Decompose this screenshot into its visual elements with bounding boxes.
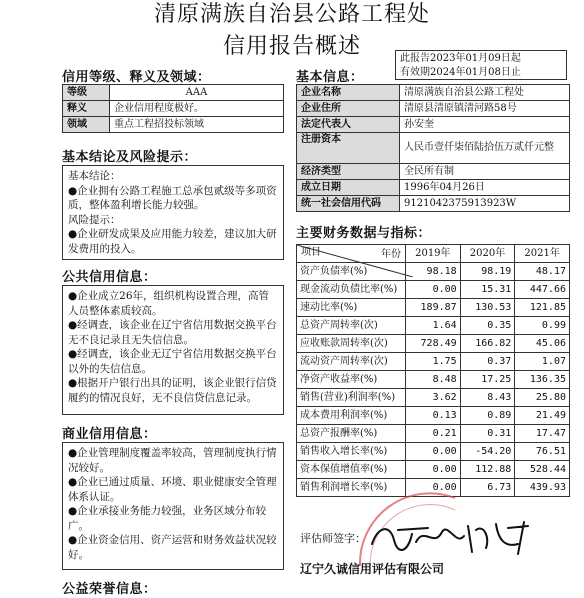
financial-value: 439.93 <box>515 479 570 497</box>
financial-row <box>297 425 570 443</box>
basic-info-value: 全民所有制 <box>400 164 570 180</box>
basic-info-table <box>296 84 570 212</box>
financial-metric-name: 流动资产周转率(次) <box>297 353 406 371</box>
basic-info-value: 孙安奎 <box>400 117 570 133</box>
rating-label: 等级 <box>63 85 110 101</box>
financial-row <box>297 299 570 317</box>
financial-value: 130.53 <box>460 299 515 317</box>
financial-value: -54.20 <box>460 443 515 461</box>
financial-metric-name: 总资产报酬率(%) <box>297 425 406 443</box>
business-credit-box <box>62 442 284 570</box>
basic-info-label: 企业名称 <box>297 85 400 101</box>
report-title-line1: 清原满族自治县公路工程处 <box>153 2 430 27</box>
year-header: 2019年 <box>406 245 461 263</box>
public-credit-box <box>62 285 284 415</box>
financial-value: 0.00 <box>406 281 461 299</box>
basic-info-label: 经济类型 <box>297 164 400 180</box>
basic-info-row <box>297 164 570 180</box>
financial-row <box>297 389 570 407</box>
financial-metric-name: 销售利润增长率(%) <box>297 479 406 497</box>
basic-info-row <box>297 180 570 196</box>
financial-metric-name: 总资产周转率(次) <box>297 317 406 335</box>
basic-info-label: 法定代表人 <box>297 117 400 133</box>
basic-info-label: 成立日期 <box>297 180 400 196</box>
rating-table <box>62 84 284 133</box>
business-credit-item: ●企业已通过质量、环境、职业健康安全管理体系认证。 <box>68 476 277 503</box>
year-header: 2020年 <box>460 245 515 263</box>
financial-value: 0.31 <box>460 425 515 443</box>
financial-value: 15.31 <box>460 281 515 299</box>
rating-row-grade <box>63 85 284 101</box>
financial-metric-name: 净资产收益率(%) <box>297 371 406 389</box>
report-title-line2: 信用报告概述 <box>222 34 361 59</box>
financial-value: 25.80 <box>515 389 570 407</box>
conclusion-line: ●企业研发成果及应用能力较差，建议加大研发费用的投入。 <box>68 228 277 255</box>
basic-info-value: 1996年04月26日 <box>400 180 570 196</box>
financial-value: 1.07 <box>515 353 570 371</box>
financial-value: 112.88 <box>460 461 515 479</box>
financial-row <box>297 353 570 371</box>
financial-value: 17.25 <box>460 371 515 389</box>
financial-section-title: 主要财务数据与指标： <box>296 226 432 241</box>
financial-row <box>297 335 570 353</box>
financial-value: 98.19 <box>460 263 515 281</box>
financial-value: 0.89 <box>460 407 515 425</box>
basic-info-row <box>297 196 570 212</box>
public-honor-section-title: 公益荣誉信息： <box>62 582 157 597</box>
business-credit-item: ●企业管理制度覆盖率较高，管理制度执行情况较好。 <box>68 447 277 474</box>
public-credit-item: ●经调查，该企业在辽宁省信用数据交换平台无不良记录且无失信信息。 <box>68 319 277 346</box>
conclusion-line: 风险提示： <box>68 213 121 226</box>
financial-value: 0.21 <box>406 425 461 443</box>
financial-metric-name: 销售(营业)利润率(%) <box>297 389 406 407</box>
financial-value: 6.73 <box>460 479 515 497</box>
financial-metric-name: 销售收入增长率(%) <box>297 443 406 461</box>
financial-metric-name: 速动比率(%) <box>297 299 406 317</box>
financial-metric-name: 资本保值增值率(%) <box>297 461 406 479</box>
financial-row <box>297 281 570 299</box>
public-credit-item: ●企业成立26年，组织机构设置合理，高管人员整体素质较高。 <box>68 290 270 317</box>
financial-header-row <box>297 245 570 263</box>
financial-row <box>297 443 570 461</box>
basic-info-value: 清原县清原镇清河路58号 <box>400 101 570 117</box>
basic-info-row <box>297 133 570 164</box>
financial-value: 21.49 <box>515 407 570 425</box>
financial-value: 0.00 <box>406 479 461 497</box>
financial-metric-name: 资产负债率(%) <box>297 263 406 281</box>
basic-info-value: 清原满族自治县公路工程处 <box>400 85 570 101</box>
validity-box <box>395 50 567 80</box>
business-credit-item: ●企业资金信用、资产运营和财务效益状况较好。 <box>68 534 277 561</box>
validity-end: 有效期2024年01月08日止 <box>400 67 521 78</box>
financial-value: 8.48 <box>406 371 461 389</box>
financial-value: 48.17 <box>515 263 570 281</box>
financial-value: 98.18 <box>406 263 461 281</box>
basic-info-row <box>297 85 570 101</box>
financial-body <box>297 263 570 497</box>
financial-value: 0.00 <box>406 443 461 461</box>
rating-row-field <box>63 117 284 133</box>
assessor-label: 评估师签字： <box>300 532 366 545</box>
financial-value: 728.49 <box>406 335 461 353</box>
basic-info-row <box>297 117 570 133</box>
financial-value: 76.51 <box>515 443 570 461</box>
financial-value: 1.75 <box>406 353 461 371</box>
conclusion-section-title: 基本结论及风险提示： <box>62 150 198 165</box>
financial-value: 17.47 <box>515 425 570 443</box>
conclusion-box <box>62 165 284 260</box>
basic-info-value: 人民币壹仟柒佰陆拾伍万贰仟元整 <box>400 133 570 164</box>
conclusion-line: 基本结论： <box>68 170 121 182</box>
business-credit-item: ●企业承接业务能力较强，业务区域分布较广。 <box>68 505 267 532</box>
rating-label: 领域 <box>63 117 110 133</box>
public-credit-item: ●经调查，该企业无辽宁省信用数据交换平台以外的失信信息。 <box>68 348 277 375</box>
public-credit-item: ●根据开户银行出具的证明，该企业银行信贷履约的情况良好，无不良信贷信息记录。 <box>68 377 277 404</box>
financial-metric-name: 成本费用利润率(%) <box>297 407 406 425</box>
financial-value: 447.66 <box>515 281 570 299</box>
financial-value: 0.99 <box>515 317 570 335</box>
handwritten-signature-icon <box>368 518 538 558</box>
financial-value: 136.35 <box>515 371 570 389</box>
financial-value: 166.82 <box>460 335 515 353</box>
financial-value: 0.00 <box>406 461 461 479</box>
financial-metric-name: 现金流动负债比率(%) <box>297 281 406 299</box>
financial-row <box>297 461 570 479</box>
conclusion-line: ●企业拥有公路工程施工总承包贰级等多项资质，整体盈利增长能力较强。 <box>68 184 277 211</box>
financial-value: 1.64 <box>406 317 461 335</box>
basic-info-row <box>297 101 570 117</box>
rating-section-title: 信用等级、释义及领域： <box>62 70 211 85</box>
rating-value: AAA <box>110 85 284 101</box>
rating-value: 企业信用程度极好。 <box>110 101 284 117</box>
financial-value: 121.85 <box>515 299 570 317</box>
financial-value: 0.37 <box>460 353 515 371</box>
financial-table <box>296 244 570 497</box>
financial-value: 528.44 <box>515 461 570 479</box>
basic-info-label: 统一社会信用代码 <box>297 196 400 212</box>
basic-info-value: 9121042375913923W <box>400 196 570 212</box>
public-credit-section-title: 公共信用信息： <box>62 270 157 285</box>
financial-metric-name: 应收账款周转率(次) <box>297 335 406 353</box>
rating-value: 重点工程招投标领域 <box>110 117 284 133</box>
header-year-label: 年份 <box>381 249 401 260</box>
business-credit-section-title: 商业信用信息： <box>62 427 157 442</box>
basic-info-label: 企业住所 <box>297 101 400 117</box>
financial-value: 45.06 <box>515 335 570 353</box>
basic-info-section-title: 基本信息： <box>296 70 364 85</box>
basic-info-label: 注册资本 <box>297 133 400 164</box>
rating-row-meaning <box>63 101 284 117</box>
header-item-label: 项目 <box>301 247 321 258</box>
financial-row <box>297 407 570 425</box>
year-header: 2021年 <box>515 245 570 263</box>
financial-header-diagonal <box>297 245 406 263</box>
financial-value: 0.35 <box>460 317 515 335</box>
financial-value: 3.62 <box>406 389 461 407</box>
rating-label: 释义 <box>63 101 110 117</box>
financial-value: 189.87 <box>406 299 461 317</box>
financial-value: 8.43 <box>460 389 515 407</box>
financial-value: 0.13 <box>406 407 461 425</box>
validity-start: 此报告2023年01月09日起 <box>400 53 521 64</box>
assessor-organization: 辽宁久诚信用评估有限公司 <box>300 562 445 576</box>
financial-row <box>297 371 570 389</box>
financial-row <box>297 317 570 335</box>
